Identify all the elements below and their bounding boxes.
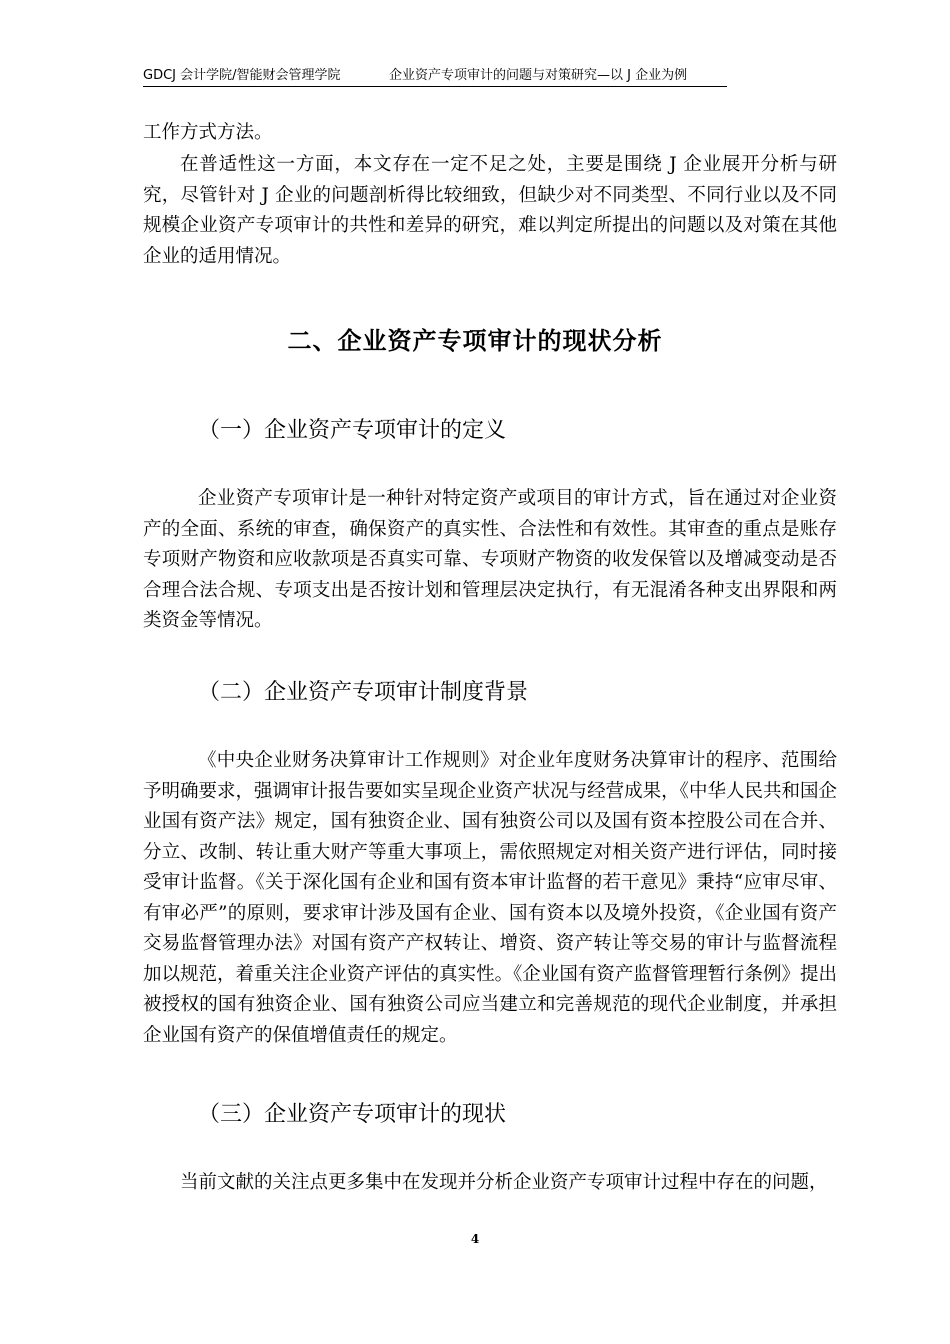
paragraph-4: 当前文献的关注点更多集中在发现并分析企业资产专项审计过程中存在的问题， [180,1172,828,1193]
section-heading-1: （一）企业资产专项审计的定义 [198,418,507,443]
header-institution: GDCJ 会计学院/智能财会管理学院 [143,68,341,83]
page-number: 4 [470,1232,480,1246]
paragraph-0: 工作方式方法。 [143,122,273,143]
running-header [143,68,727,87]
paragraph-2: 企业资产专项审计是一种针对特定资产或项目的审计方式，旨在通过对企业资产的全面、系统的审查，确保资产的真实性、合法性和有效性。其审查的重点是账存专项财产物资和应收款项是否真实可靠、专项财产物资的收发保管以及增减变动是否合理合法合规、专项支出是否按计划和管理层决定执行，有无混淆各种支出界限和两类资金等情况。 [143,488,837,631]
chapter-heading: 二、企业资产专项审计的现状分析 [287,327,663,355]
paragraph-1: 在普适性这一方面，本文存在一定不足之处，主要是围绕 J 企业展开分析与研究，尽管针对 J 企业的问题剖析得比较细致，但缺少对不同类型、不同行业以及不同规模企业资产专项审计的共性和差异的研究，难以判定所提出的问题以及对策在其他企业的适用情况。 [143,154,837,267]
paragraph-3: 《中央企业财务决算审计工作规则》对企业年度财务决算审计的程序、范围给予明确要求，强调审计报告要如实呈现企业资产状况与经营成果，《中华人民共和国企业国有资产法》规定，国有独资企业、国有独资公司以及国有资本控股公司在合并、分立、改制、转让重大财产等重大事项上，需依照规定对相关资产进行评估，同时接受审计监督。《关于深化国有企业和国有资本审计监督的若干意见》秉持“应审尽审、有审必严”的原则，要求审计涉及国有企业、国有资本以及境外投资，《企业国有资产交易监督管理办法》对国有资产产权转让、增资、资产转让等交易的审计与监督流程加以规范，着重关注企业资产评估的真实性。《企业国有资产监督管理暂行条例》提出被授权的国有独资企业、国有独资公司应当建立和完善规范的现代企业制度，并承担企业国有资产的保值增值责任的规定。 [143,750,837,1046]
section-heading-3: （三）企业资产专项审计的现状 [198,1102,507,1127]
header-paper-title: 企业资产专项审计的问题与对策研究—以 J 企业为例 [389,68,688,83]
section-heading-2: （二）企业资产专项审计制度背景 [198,680,529,705]
